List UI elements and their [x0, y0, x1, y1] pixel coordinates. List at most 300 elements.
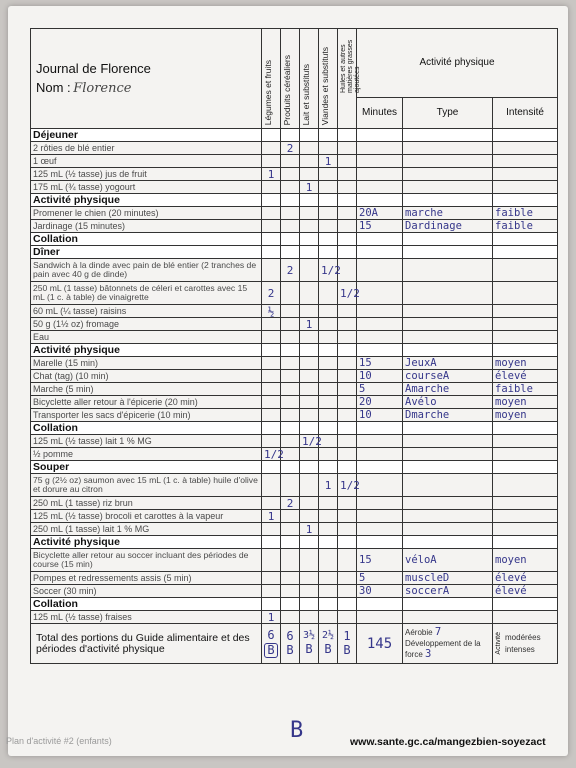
portion-cell	[281, 168, 300, 181]
intensity-cell: moyen	[493, 409, 558, 422]
entry-row	[31, 331, 558, 344]
minutes-cell: 10	[357, 370, 403, 383]
minutes-cell	[357, 155, 403, 168]
portion-cell	[262, 409, 281, 422]
empty-cell	[281, 536, 300, 549]
empty-cell	[403, 233, 493, 246]
col-header-viandes: Viandes et substituts	[319, 29, 338, 129]
minutes-cell	[357, 523, 403, 536]
portion-cell	[338, 572, 357, 585]
entry-row	[31, 497, 558, 510]
section-row	[31, 233, 558, 246]
minutes-cell: 15	[357, 357, 403, 370]
portion-cell	[262, 572, 281, 585]
activity-header: Activité physique	[357, 29, 558, 98]
portion-cell	[281, 331, 300, 344]
portion-cell	[262, 259, 281, 282]
intensity-cell	[493, 497, 558, 510]
portion-cell: 2	[281, 142, 300, 155]
portion-cell	[281, 305, 300, 318]
empty-cell	[493, 344, 558, 357]
portion-cell	[281, 510, 300, 523]
total-legumes: 6 B	[262, 624, 281, 664]
portion-cell	[338, 383, 357, 396]
entry-row	[31, 611, 558, 624]
intensity-cell: faible	[493, 220, 558, 233]
entry-row	[31, 282, 558, 305]
minutes-cell: 15	[357, 220, 403, 233]
portion-cell	[300, 585, 319, 598]
section-row	[31, 536, 558, 549]
empty-cell	[281, 233, 300, 246]
minutes-cell	[357, 181, 403, 194]
portion-cell	[338, 585, 357, 598]
portion-cell: 1	[262, 611, 281, 624]
entry-label: 75 g (2½ oz) saumon avec 15 mL (1 c. à table) huile d'olive et dorure au citron	[31, 474, 262, 497]
empty-cell	[319, 246, 338, 259]
empty-cell	[493, 536, 558, 549]
portion-cell	[281, 357, 300, 370]
entry-label: Transporter les sacs d'épicerie (10 min)	[31, 409, 262, 422]
total-viandes: 2½ B	[319, 624, 338, 664]
portion-cell	[262, 435, 281, 448]
portion-cell	[338, 318, 357, 331]
entry-row	[31, 383, 558, 396]
portion-cell	[281, 383, 300, 396]
intensity-cell	[493, 474, 558, 497]
portion-cell: 2	[281, 259, 300, 282]
intensity-cell	[493, 331, 558, 344]
portion-cell: 1/2	[300, 435, 319, 448]
portion-cell	[319, 585, 338, 598]
entry-label: 250 mL (1 tasse) lait 1 % MG	[31, 523, 262, 536]
entry-label: 125 mL (½ tasse) jus de fruit	[31, 168, 262, 181]
intensity-cell	[493, 305, 558, 318]
entry-label: 250 mL (1 tasse) bâtonnets de céleri et carottes avec 15 mL (1 c. à table) de vinaigrette	[31, 282, 262, 305]
portion-cell	[281, 435, 300, 448]
portion-cell	[300, 611, 319, 624]
portion-cell	[338, 155, 357, 168]
type-cell: courseA	[403, 370, 493, 383]
minutes-cell	[357, 331, 403, 344]
col-header-cereales: Produits céréaliers	[281, 29, 300, 129]
name-value: Florence	[73, 81, 132, 96]
portion-cell	[300, 510, 319, 523]
portion-cell	[262, 318, 281, 331]
type-header: Type	[403, 98, 493, 129]
type-cell	[403, 331, 493, 344]
empty-cell	[262, 344, 281, 357]
empty-cell	[262, 233, 281, 246]
portion-cell: 1	[262, 510, 281, 523]
intensity-cell	[493, 611, 558, 624]
empty-cell	[281, 344, 300, 357]
portion-cell: ½	[262, 305, 281, 318]
empty-cell	[300, 233, 319, 246]
section-label: Souper	[31, 461, 262, 474]
intensity-cell	[493, 435, 558, 448]
portion-cell	[262, 207, 281, 220]
portion-cell	[300, 220, 319, 233]
total-minutes: 145	[357, 624, 403, 664]
empty-cell	[262, 536, 281, 549]
portion-cell: 1/2	[338, 282, 357, 305]
total-intensity: Activité modérées intenses	[493, 624, 558, 664]
intensity-cell	[493, 168, 558, 181]
portion-cell	[262, 155, 281, 168]
empty-cell	[300, 129, 319, 142]
portion-cell	[281, 585, 300, 598]
minutes-cell: 20A	[357, 207, 403, 220]
entry-label: Chat (tag) (10 min)	[31, 370, 262, 383]
empty-cell	[403, 422, 493, 435]
name-label: Nom :	[36, 80, 71, 95]
empty-cell	[493, 233, 558, 246]
portion-cell: 1/2	[262, 448, 281, 461]
portion-cell	[300, 497, 319, 510]
minutes-cell	[357, 435, 403, 448]
type-cell: Dmarche	[403, 409, 493, 422]
intensity-cell: faible	[493, 207, 558, 220]
intensity-cell	[493, 523, 558, 536]
empty-cell	[319, 598, 338, 611]
empty-cell	[403, 194, 493, 207]
portion-cell	[319, 549, 338, 572]
intensity-cell	[493, 259, 558, 282]
total-types: Aérobie 7 Développement de la force 3	[403, 624, 493, 664]
portion-cell	[262, 357, 281, 370]
empty-cell	[300, 461, 319, 474]
minutes-cell	[357, 142, 403, 155]
portion-cell	[338, 396, 357, 409]
intensity-cell: moyen	[493, 549, 558, 572]
portion-cell	[338, 448, 357, 461]
entry-row	[31, 435, 558, 448]
empty-cell	[403, 461, 493, 474]
entry-row	[31, 585, 558, 598]
portion-cell	[319, 510, 338, 523]
portion-cell	[300, 549, 319, 572]
entry-label: 175 mL (¾ tasse) yogourt	[31, 181, 262, 194]
portion-cell	[281, 611, 300, 624]
intensity-cell	[493, 282, 558, 305]
empty-cell	[493, 598, 558, 611]
portion-cell	[300, 331, 319, 344]
portion-cell	[319, 331, 338, 344]
minutes-cell	[357, 611, 403, 624]
portion-cell	[338, 168, 357, 181]
empty-cell	[319, 129, 338, 142]
empty-cell	[403, 344, 493, 357]
entry-label: Bicyclette aller retour à l'épicerie (20 min)	[31, 396, 262, 409]
empty-cell	[403, 598, 493, 611]
entry-row	[31, 474, 558, 497]
empty-cell	[493, 461, 558, 474]
type-cell: Avélo	[403, 396, 493, 409]
portion-cell	[319, 572, 338, 585]
entry-row	[31, 155, 558, 168]
portion-cell	[262, 181, 281, 194]
portion-cell	[319, 357, 338, 370]
portion-cell	[281, 474, 300, 497]
entry-label: 250 mL (1 tasse) riz brun	[31, 497, 262, 510]
portion-cell	[319, 168, 338, 181]
empty-cell	[262, 422, 281, 435]
empty-cell	[338, 129, 357, 142]
portion-cell	[338, 523, 357, 536]
entry-label: Eau	[31, 331, 262, 344]
entry-label: Marche (5 min)	[31, 383, 262, 396]
col-header-huiles: Huiles et autres matières grasses ajoutées	[338, 29, 357, 129]
portion-cell	[262, 383, 281, 396]
portion-cell	[338, 435, 357, 448]
portion-cell	[281, 572, 300, 585]
intensity-cell	[493, 155, 558, 168]
footer-url: www.sante.gc.ca/mangezbien-soyezact	[350, 736, 546, 748]
empty-cell	[319, 233, 338, 246]
entry-row	[31, 448, 558, 461]
empty-cell	[357, 598, 403, 611]
portion-cell	[262, 497, 281, 510]
entry-label: Sandwich à la dinde avec pain de blé entier (2 tranches de pain avec 40 g de dinde)	[31, 259, 262, 282]
journal-table	[30, 28, 558, 664]
portion-cell	[300, 383, 319, 396]
entry-row	[31, 259, 558, 282]
portion-cell	[300, 572, 319, 585]
portion-cell: 1	[300, 523, 319, 536]
empty-cell	[357, 246, 403, 259]
empty-cell	[281, 194, 300, 207]
portion-cell	[338, 497, 357, 510]
section-row	[31, 344, 558, 357]
entry-label: 125 mL (½ tasse) lait 1 % MG	[31, 435, 262, 448]
portion-cell	[319, 181, 338, 194]
portion-cell	[262, 585, 281, 598]
entry-label: Marelle (15 min)	[31, 357, 262, 370]
intensity-cell: élevé	[493, 572, 558, 585]
portion-cell	[281, 181, 300, 194]
empty-cell	[338, 194, 357, 207]
empty-cell	[403, 246, 493, 259]
minutes-header: Minutes	[357, 98, 403, 129]
portion-cell: 1	[300, 181, 319, 194]
portion-cell	[338, 207, 357, 220]
section-row	[31, 129, 558, 142]
empty-cell	[281, 422, 300, 435]
entry-row	[31, 523, 558, 536]
minutes-cell	[357, 282, 403, 305]
portion-cell	[319, 142, 338, 155]
portion-cell	[338, 409, 357, 422]
col-header-lait: Lait et substituts	[300, 29, 319, 129]
entry-row	[31, 305, 558, 318]
empty-cell	[281, 461, 300, 474]
portion-cell	[338, 549, 357, 572]
portion-cell	[319, 370, 338, 383]
entry-row	[31, 142, 558, 155]
empty-cell	[403, 129, 493, 142]
empty-cell	[357, 233, 403, 246]
empty-cell	[319, 536, 338, 549]
type-cell: Amarche	[403, 383, 493, 396]
portion-cell: 1/2	[319, 259, 338, 282]
entry-label: 60 mL (¼ tasse) raisins	[31, 305, 262, 318]
portion-cell	[300, 396, 319, 409]
portion-cell	[300, 448, 319, 461]
empty-cell	[319, 194, 338, 207]
empty-cell	[357, 194, 403, 207]
portion-cell	[262, 474, 281, 497]
empty-cell	[493, 422, 558, 435]
intensity-cell: élevé	[493, 370, 558, 383]
portion-cell	[281, 396, 300, 409]
empty-cell	[338, 344, 357, 357]
empty-cell	[300, 246, 319, 259]
portion-cell	[300, 282, 319, 305]
empty-cell	[357, 461, 403, 474]
portion-cell	[338, 370, 357, 383]
minutes-cell: 5	[357, 383, 403, 396]
type-cell: véloA	[403, 549, 493, 572]
portion-cell	[300, 155, 319, 168]
minutes-cell	[357, 497, 403, 510]
portion-cell	[300, 207, 319, 220]
empty-cell	[338, 536, 357, 549]
portion-cell: 1	[319, 155, 338, 168]
entry-label: Jardinage (15 minutes)	[31, 220, 262, 233]
portion-cell	[300, 409, 319, 422]
intensity-cell	[493, 448, 558, 461]
portion-cell: 1	[300, 318, 319, 331]
empty-cell	[319, 344, 338, 357]
minutes-cell	[357, 474, 403, 497]
entry-row	[31, 220, 558, 233]
type-cell	[403, 435, 493, 448]
section-label: Activité physique	[31, 344, 262, 357]
minutes-cell	[357, 510, 403, 523]
minutes-cell	[357, 259, 403, 282]
empty-cell	[300, 344, 319, 357]
empty-cell	[338, 246, 357, 259]
portion-cell	[281, 549, 300, 572]
portion-cell	[319, 207, 338, 220]
type-cell	[403, 448, 493, 461]
portion-cell	[262, 396, 281, 409]
portion-cell: 1	[262, 168, 281, 181]
journal-title: Journal de Florence	[36, 61, 151, 76]
empty-cell	[319, 461, 338, 474]
type-cell: marche	[403, 207, 493, 220]
section-label: Activité physique	[31, 194, 262, 207]
minutes-cell	[357, 168, 403, 181]
entry-label: Bicyclette aller retour au soccer incluant des périodes de course (15 min)	[31, 549, 262, 572]
empty-cell	[493, 129, 558, 142]
intensity-cell: faible	[493, 383, 558, 396]
portion-cell	[262, 370, 281, 383]
section-row	[31, 246, 558, 259]
type-cell	[403, 611, 493, 624]
entry-label: Soccer (30 min)	[31, 585, 262, 598]
entry-row	[31, 357, 558, 370]
entry-label: Promener le chien (20 minutes)	[31, 207, 262, 220]
portion-cell	[319, 282, 338, 305]
col-header-legumes: Légumes et fruits	[262, 29, 281, 129]
empty-cell	[300, 422, 319, 435]
portion-cell	[319, 448, 338, 461]
section-label: Collation	[31, 233, 262, 246]
type-cell	[403, 318, 493, 331]
empty-cell	[493, 246, 558, 259]
portion-cell	[262, 142, 281, 155]
empty-cell	[338, 422, 357, 435]
portion-cell	[281, 282, 300, 305]
entry-row	[31, 409, 558, 422]
section-label: Déjeuner	[31, 129, 262, 142]
empty-cell	[338, 233, 357, 246]
minutes-cell	[357, 305, 403, 318]
empty-cell	[338, 598, 357, 611]
minutes-cell: 30	[357, 585, 403, 598]
type-cell: JeuxA	[403, 357, 493, 370]
portion-cell	[319, 318, 338, 331]
portion-cell	[300, 305, 319, 318]
type-cell	[403, 142, 493, 155]
section-row	[31, 461, 558, 474]
portion-cell	[281, 409, 300, 422]
type-cell	[403, 259, 493, 282]
portion-cell	[281, 318, 300, 331]
portion-cell	[300, 370, 319, 383]
portion-cell	[300, 168, 319, 181]
entry-row	[31, 318, 558, 331]
section-row	[31, 422, 558, 435]
entry-row	[31, 168, 558, 181]
portion-cell	[338, 305, 357, 318]
type-cell: muscleD	[403, 572, 493, 585]
minutes-cell: 15	[357, 549, 403, 572]
portion-cell	[281, 207, 300, 220]
intensity-cell	[493, 510, 558, 523]
intensity-cell	[493, 181, 558, 194]
entry-label: 1 œuf	[31, 155, 262, 168]
portion-cell	[300, 142, 319, 155]
entry-label: 125 mL (½ tasse) fraises	[31, 611, 262, 624]
portion-cell	[338, 142, 357, 155]
type-cell	[403, 168, 493, 181]
empty-cell	[357, 129, 403, 142]
empty-cell	[281, 129, 300, 142]
portion-cell: 2	[262, 282, 281, 305]
portion-cell: 1	[319, 474, 338, 497]
empty-cell	[262, 246, 281, 259]
journal-rows	[31, 129, 558, 624]
entry-label: 2 rôties de blé entier	[31, 142, 262, 155]
type-cell	[403, 155, 493, 168]
portion-cell	[262, 331, 281, 344]
section-label: Activité physique	[31, 536, 262, 549]
portion-cell	[319, 396, 338, 409]
entry-row	[31, 370, 558, 383]
portion-cell	[281, 370, 300, 383]
entry-label: 125 mL (½ tasse) brocoli et carottes à la vapeur	[31, 510, 262, 523]
portion-cell	[300, 357, 319, 370]
type-cell	[403, 474, 493, 497]
empty-cell	[357, 536, 403, 549]
portion-cell	[262, 549, 281, 572]
entry-row	[31, 572, 558, 585]
empty-cell	[281, 246, 300, 259]
entry-label: ½ pomme	[31, 448, 262, 461]
